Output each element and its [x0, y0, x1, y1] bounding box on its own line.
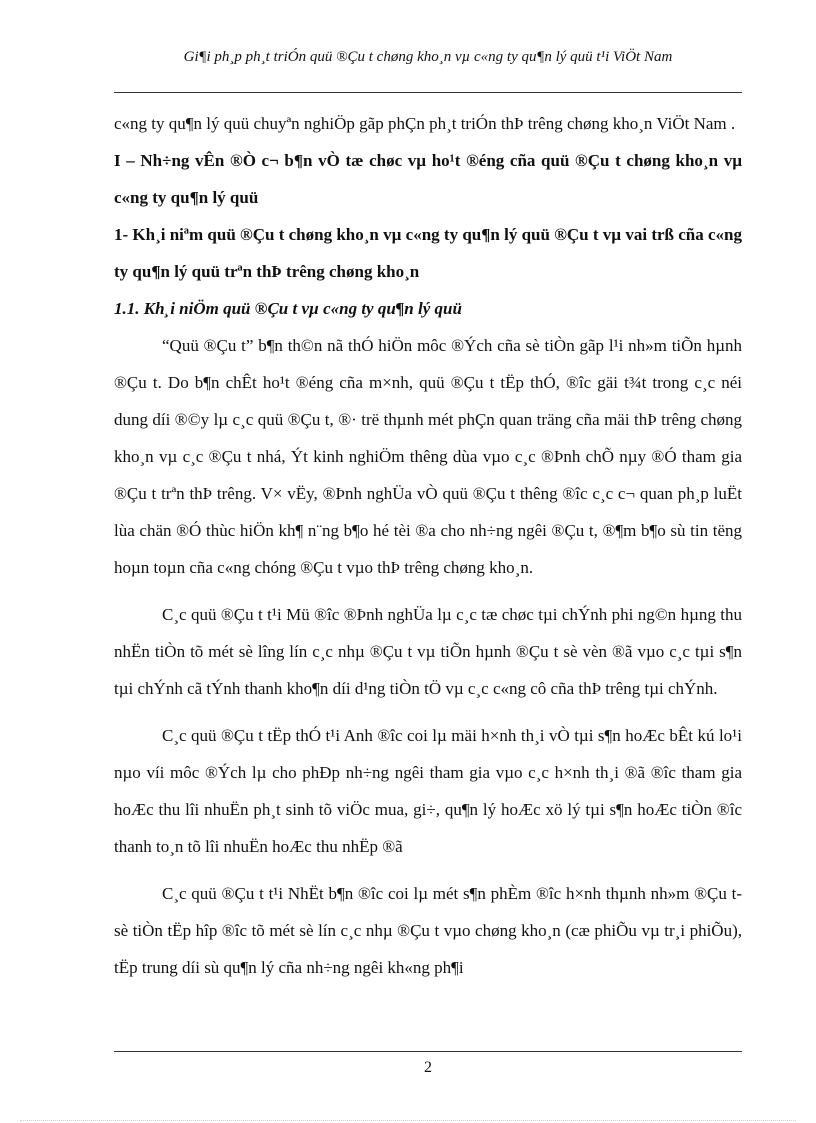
- sub-subsection-heading: 1.1. Kh¸i niÖm quü ®Çu t vµ c«ng ty qu¶n lý quü: [114, 299, 462, 318]
- document-body: [114, 105, 742, 986]
- paragraph-continuation: c«ng ty qu¶n lý quü chuyªn nghiÖp gãp phÇn ph¸t triÓn thÞ trêng chøng kho¸n ViÖt Nam .: [114, 114, 736, 133]
- page-header: Gi¶i ph¸p ph¸t triÓn quü ®Çu t chøng kho¸n vµ c«ng ty qu¶n lý quü t¹i ViÖt Nam: [183, 49, 673, 65]
- paragraph: “Quü ®Çu t” b¶n th©n nã thÓ hiÖn môc ®Ých cña sè tiÒn gãp l¹i nh»m tiÕn hµnh ®Çu t. Do b¶n chÊt ho¹t ®éng cña m×nh, quü ®Çu t tËp thÓ, ®îc gäi t¾t trong c¸c néi dung díi ®©y lµ c¸c quü ®Çu t, ®· trë thµnh mét phÇn quan träng cña mäi thÞ trêng chøng kho¸n vµ c¸c ®Çu t nhá, Ýt kinh nghiÖm thêng dùa vµo c¸c ®Þnh chÕ nµy ®Ó tham gia ®Çu t trªn thÞ trêng. V× vËy, ®Þnh nghÜa vÒ quü ®Çu t thêng ®îc c¸c c¬ quan ph¸p luËt lùa chän ®Ó thùc hiÖn kh¶ n¨ng b¶o hé tèi ®a cho nh÷ng ngêi ®Çu t, ®¶m b¶o sù tin tëng hoµn toµn cña c«ng chóng ®Çu t vµo thÞ trêng chøng kho¸n.: [114, 336, 742, 577]
- page-number: 2: [424, 1059, 432, 1076]
- paragraph: C¸c quü ®Çu t t¹i NhËt b¶n ®îc coi lµ mét s¶n phÈm ®îc h×nh thµnh nh»m ®Çu t sè tiÒn tËp hîp ®îc tõ mét sè lín c¸c nhµ ®Çu t vµo chøng kho¸n (cæ phiÕu vµ tr¸i phiÕu), tËp trung díi sù qu¶n lý cña nh÷ng ngêi kh«ng ph¶i: [114, 884, 742, 977]
- subsection-heading: 1- Kh¸i niªm quü ®Çu t chøng kho¸n vµ c«ng ty qu¶n lý quü ®Çu t vµ vai trß cña c«ng ty qu¶n lý quü trªn thÞ trêng chøng kho¸n: [114, 225, 742, 281]
- section-heading: I – Nh÷ng vÊn ®Ò c¬ b¶n vÒ tæ chøc vµ ho¹t ®éng cña quü ®Çu t chøng kho¸n vµ c«ng ty qu¶n lý quü: [114, 151, 742, 207]
- footer-rule: [114, 1051, 742, 1052]
- paragraph: C¸c quü ®Çu t tËp thÓ t¹i Anh ®îc coi lµ mäi h×nh th¸i vÒ tµi s¶n hoÆc bÊt kú lo¹i nµo víi môc ®Ých lµ cho phÐp nh÷ng ngêi tham gia vµo c¸c h×nh th¸i ®ã ®îc tham gia hoÆc thu lîi nhuËn ph¸t sinh tõ viÖc mua, gi÷, qu¶n lý hoÆc xö lý tµi s¶n hoÆc tiÒn ®îc thanh to¸n tõ lîi nhuËn hoÆc thu nhËp ®ã: [114, 726, 742, 856]
- page-boundary: [20, 1120, 796, 1121]
- paragraph: C¸c quü ®Çu t t¹i Mü ®îc ®Þnh nghÜa lµ c¸c tæ chøc tµi chÝnh phi ng©n hµng thu nhËn tiÒn tõ mét sè lîng lín c¸c nhµ ®Çu t vµ tiÕn hµnh ®Çu t sè vèn ®ã vµo c¸c tµi s¶n tµi chÝnh cã tÝnh thanh kho¶n díi d¹ng tiÒn tÖ vµ c¸c c«ng cô cña thÞ trêng tµi chÝnh.: [114, 605, 742, 698]
- header-rule: [114, 92, 742, 93]
